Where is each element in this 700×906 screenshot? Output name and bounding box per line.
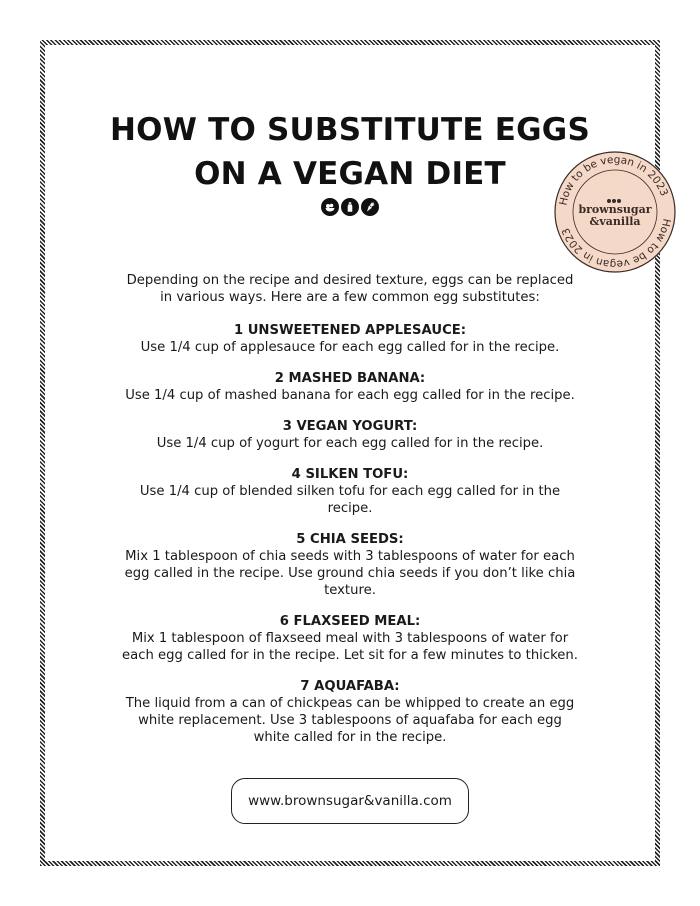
website-link-button[interactable]: www.brownsugar&vanilla.com [231,778,469,824]
substitute-title: 7 AQUAFABA: [300,679,400,694]
content-body [120,272,580,760]
stamp-brand-line-2: &vanilla [589,215,641,228]
brand-stamp [553,150,677,274]
substitute-title: 5 CHIA SEEDS: [296,532,404,547]
substitute-text: Use 1/4 cup of mashed banana for each egg called for in the recipe. [125,388,575,403]
substitute-title: 6 FLAXSEED MEAL: [279,614,421,629]
substitute-text: Use 1/4 cup of yogurt for each egg called for in the recipe. [156,436,544,451]
substitute-item [120,370,580,404]
substitute-item [120,531,580,599]
substitute-item [120,322,580,356]
substitute-title: 2 MASHED BANANA: [274,371,426,386]
substitute-title: 3 VEGAN YOGURT: [282,419,418,434]
substitute-text: Use 1/4 cup of applesauce for each egg called for in the recipe. [140,340,560,355]
intro-paragraph: Depending on the recipe and desired texture, eggs can be replaced in various ways. Here are a few common egg substitutes: [126,273,574,305]
stamp-brand-line-1: brownsugar [578,203,652,216]
substitute-text: Mix 1 tablespoon of flaxseed meal with 3 tablespoons of water for each egg called for in the recipe. Let sit for a few minutes to thicken. [122,631,578,663]
stamp-ring-text-1: How to be vegan in 2023 [557,153,671,207]
substitute-title: 4 SILKEN TOFU: [291,467,409,482]
substitute-item [120,678,580,746]
fruit-bowl-icon [321,198,339,216]
stamp-ring-text-2-path: How to be vegan in 2023 [559,217,673,271]
substitute-item [120,613,580,664]
substitute-text: The liquid from a can of chickpeas can be whipped to create an egg white replacement. Use 3 tablespoons of aquafaba for each egg white called for in the recipe. [125,696,575,745]
substitute-item [120,418,580,452]
title-line-1: HOW TO SUBSTITUTE EGGS [110,112,590,148]
carrot-icon [361,198,379,216]
substitute-item [120,466,580,517]
substitute-title: 1 UNSWEETENED APPLESAUCE: [233,323,467,338]
substitute-text: Use 1/4 cup of blended silken tofu for each egg called for in the recipe. [139,484,561,516]
title-line-2: ON A VEGAN DIET [194,156,506,192]
substitute-text: Mix 1 tablespoon of chia seeds with 3 tablespoons of water for each egg called in the recipe. Use ground chia seeds if you don’t like chia texture. [124,549,576,598]
milk-bottle-icon [341,198,359,216]
